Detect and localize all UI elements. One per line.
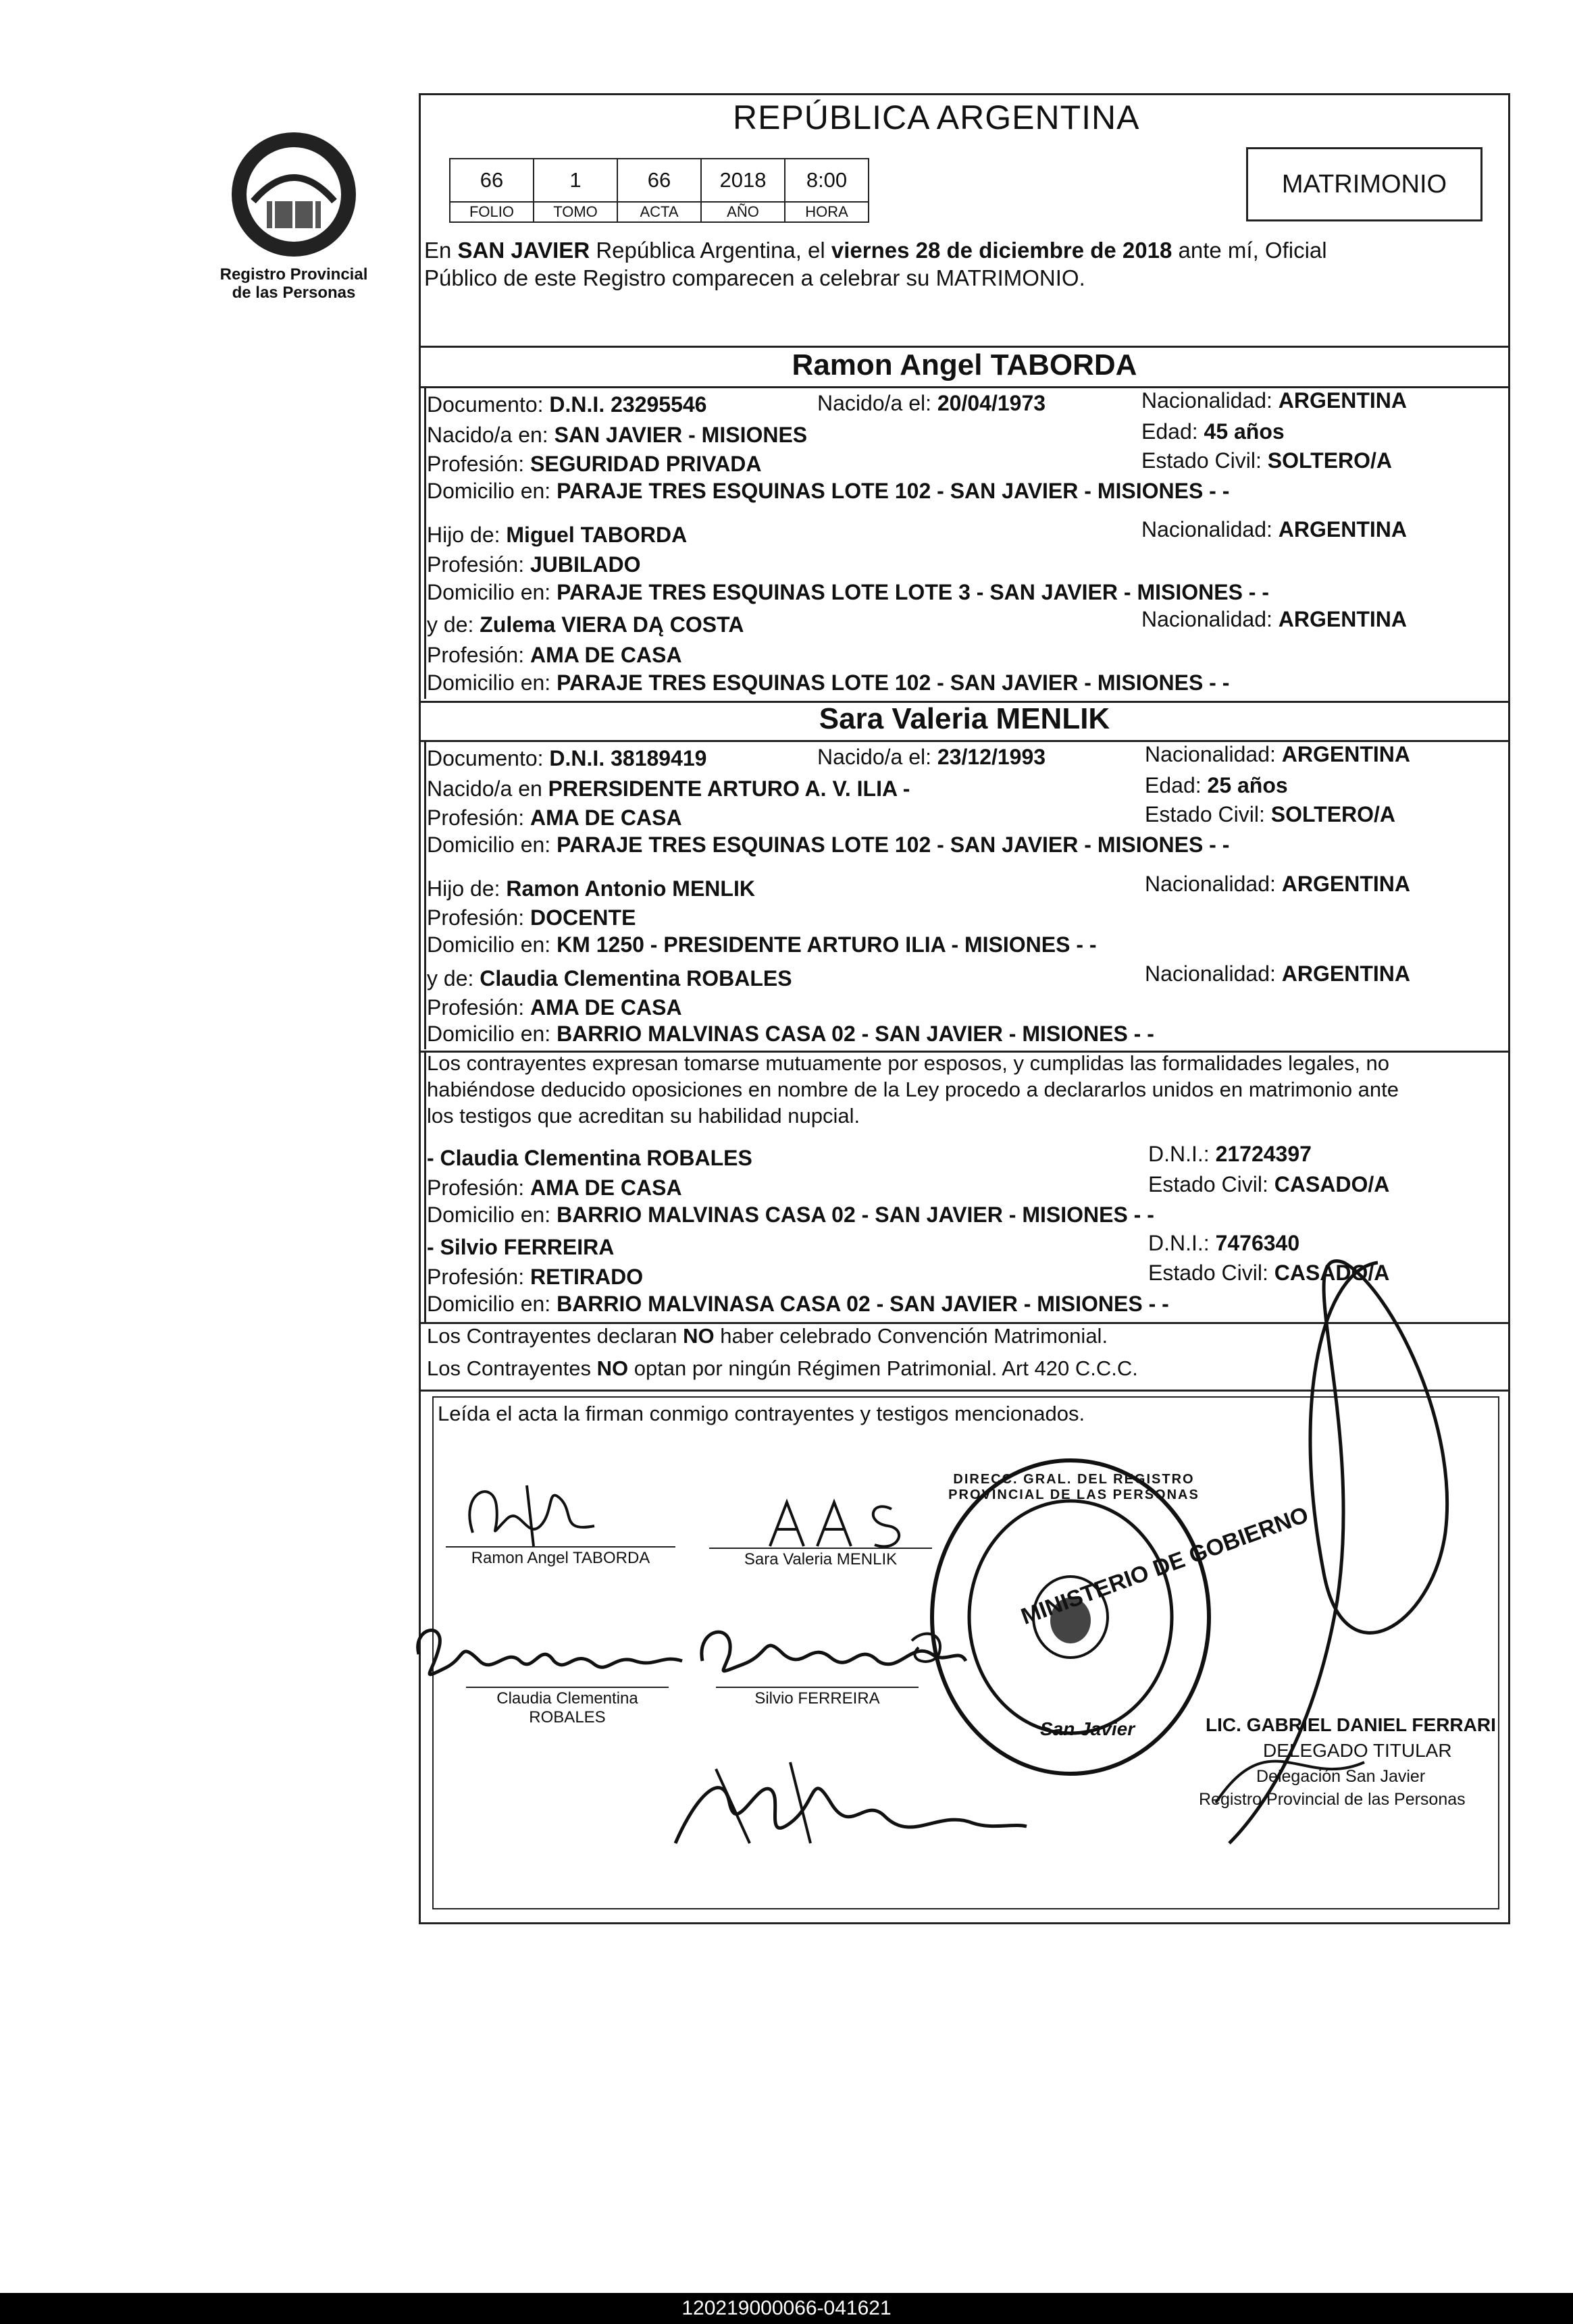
province-seal-icon (226, 127, 361, 262)
spouse1-mother-address: Domicilio en: PARAJE TRES ESQUINAS LOTE 102 - SAN JAVIER - MISIONES - - (427, 670, 1230, 695)
spouse2-document: Documento: D.N.I. 38189419 (427, 746, 707, 770)
spouse2-mother-address: Domicilio en: BARRIO MALVINAS CASA 02 - SAN JAVIER - MISIONES - - (427, 1022, 1154, 1046)
signature-robales (405, 1614, 689, 1688)
spouse2-mother-nationality: Nacionalidad: ARGENTINA (1145, 961, 1411, 986)
declaration-line3: los testigos que acreditan su habilidad nupcial. (427, 1104, 860, 1128)
witness2-civil-status: Estado Civil: CASADO/A (1148, 1261, 1390, 1285)
document-title: REPÚBLICA ARGENTINA (733, 99, 1140, 136)
spouse1-mother-nationality: Nacionalidad: ARGENTINA (1141, 607, 1408, 631)
spouse1-nationality: Nacionalidad: ARGENTINA (1141, 388, 1408, 413)
spouse1-left-rule (424, 388, 426, 699)
declaration-line2: habiéndose deducido oposiciones en nombre de la Ley procedo a declararlos unidos en matrimonio ante (427, 1078, 1399, 1101)
intro-line1 (424, 238, 1327, 263)
witness1-name: - Claudia Clementina ROBALES (427, 1146, 752, 1170)
registry-label-line1: Registro Provincial (220, 265, 368, 284)
year-label: AÑO (701, 202, 785, 222)
signature-caption-1: Ramon Angel TABORDA (471, 1549, 650, 1567)
spouse2-name-heading: Sara Valeria MENLIK (819, 702, 1110, 735)
intro-line2: Público de este Registro comparecen a celebrar su MATRIMONIO. (424, 265, 1085, 290)
intro-date: viernes 28 de diciembre de 2018 (831, 238, 1172, 263)
signature-taborda (446, 1472, 621, 1553)
acta-value: 66 (617, 159, 701, 202)
official-registry: Registro Provincial de las Personas (1199, 1790, 1466, 1809)
intro-text-b: República Argentina, el (590, 238, 831, 263)
agreement-line2: Los Contrayentes NO optan por ningún Régimen Patrimonial. Art 420 C.C.C. (427, 1356, 1138, 1380)
year-value: 2018 (701, 159, 785, 202)
spouse1-father-nationality: Nacionalidad: ARGENTINA (1141, 517, 1408, 542)
witness1-profession: Profesión: AMA DE CASA (427, 1176, 682, 1200)
spouse2-mother: y de: Claudia Clementina ROBALES (427, 966, 792, 991)
tomo-value: 1 (534, 159, 617, 202)
spouse2-age: Edad: 25 años (1145, 773, 1288, 797)
document-type-box: MATRIMONIO (1246, 147, 1482, 221)
spouse1-mother: y de: Zulema VIERA DĄ COSTA (427, 612, 744, 637)
barcode-text: 120219000066-041621 (0, 2293, 1573, 2324)
witness1-dni: D.N.I.: 21724397 (1148, 1142, 1312, 1166)
spouse1-birthplace: Nacido/a en: SAN JAVIER - MISIONES (427, 423, 808, 447)
declaration-left-rule (424, 1053, 426, 1323)
spouse2-father-nationality: Nacionalidad: ARGENTINA (1145, 872, 1411, 896)
witness2-profession: Profesión: RETIRADO (427, 1265, 644, 1289)
signature-line-2 (709, 1548, 932, 1549)
signature-caption-3b: ROBALES (529, 1708, 606, 1726)
spouse2-address: Domicilio en: PARAJE TRES ESQUINAS LOTE 102 - SAN JAVIER - MISIONES - - (427, 833, 1230, 857)
spouse1-mother-profession: Profesión: AMA DE CASA (427, 643, 682, 667)
official-title: DELEGADO TITULAR (1263, 1740, 1452, 1761)
intro-text-c: ante mí, Oficial (1172, 238, 1327, 263)
spouse2-father: Hijo de: Ramon Antonio MENLIK (427, 876, 755, 901)
folio-value: 66 (450, 159, 534, 202)
tomo-label: TOMO (534, 202, 617, 222)
stamp-inner-text: MINISTERIO DE GOBIERNO (1017, 1502, 1312, 1630)
spouse2-left-rule (424, 742, 426, 1049)
signature-caption-3a: Claudia Clementina (496, 1689, 638, 1708)
official-name: LIC. GABRIEL DANIEL FERRARI (1206, 1714, 1496, 1735)
spouse2-civil-status: Estado Civil: SOLTERO/A (1145, 802, 1396, 826)
spouse2-birthdate: Nacido/a el: 23/12/1993 (817, 745, 1046, 769)
signature-caption-2: Sara Valeria MENLIK (744, 1550, 898, 1568)
signature-menlik (756, 1492, 932, 1553)
registry-logo-block (206, 127, 382, 302)
spouse1-civil-status: Estado Civil: SOLTERO/A (1141, 448, 1393, 473)
witness2-dni: D.N.I.: 7476340 (1148, 1231, 1300, 1255)
witness2-name: - Silvio FERREIRA (427, 1235, 615, 1259)
intro-text-a: En (424, 238, 458, 263)
agreement-line1: Los Contrayentes declaran NO haber celebrado Convención Matrimonial. (427, 1324, 1108, 1348)
stamp-ring-text: DIRECC. GRAL. DEL REGISTRO PROVINCIAL DE LAS PERSONAS (948, 1472, 1200, 1502)
signature-intro: Leída el acta la firman conmigo contrayentes y testigos mencionados. (438, 1402, 1085, 1425)
spouse2-father-profession: Profesión: DOCENTE (427, 905, 636, 930)
spouse2-father-address: Domicilio en: KM 1250 - PRESIDENTE ARTURO ILIA - MISIONES - - (427, 932, 1097, 957)
divider-1 (419, 346, 1510, 348)
spouse1-profession: Profesión: SEGURIDAD PRIVADA (427, 452, 762, 476)
spouse1-father: Hijo de: Miguel TABORDA (427, 523, 688, 547)
spouse1-birthdate: Nacido/a el: 20/04/1973 (817, 391, 1046, 415)
hour-label: HORA (785, 202, 869, 222)
signature-line-4 (716, 1687, 919, 1688)
reference-table (449, 158, 869, 223)
official-office: Delegación San Javier (1256, 1767, 1426, 1786)
witness1-civil-status: Estado Civil: CASADO/A (1148, 1172, 1390, 1196)
acta-label: ACTA (617, 202, 701, 222)
signature-line-3 (466, 1687, 669, 1688)
witness2-address: Domicilio en: BARRIO MALVINASA CASA 02 - SAN JAVIER - MISIONES - - (427, 1292, 1169, 1316)
declaration-line1: Los contrayentes expresan tomarse mutuamente por esposos, y cumplidas las formalidades legales, no (427, 1051, 1390, 1075)
stamp-bottom-text: San Javier (1040, 1718, 1135, 1739)
spouse1-age: Edad: 45 años (1141, 419, 1285, 444)
spouse2-mother-profession: Profesión: AMA DE CASA (427, 995, 682, 1020)
folio-label: FOLIO (450, 202, 534, 222)
spouse1-father-address: Domicilio en: PARAJE TRES ESQUINAS LOTE LOTE 3 - SAN JAVIER - MISIONES - - (427, 580, 1269, 604)
signature-line-1 (446, 1546, 675, 1548)
registry-label-line2: de las Personas (232, 284, 356, 302)
spouse1-address: Domicilio en: PARAJE TRES ESQUINAS LOTE 102 - SAN JAVIER - MISIONES - - (427, 479, 1230, 503)
spouse2-profession: Profesión: AMA DE CASA (427, 806, 682, 830)
signature-caption-4: Silvio FERREIRA (754, 1689, 880, 1708)
hour-value: 8:00 (785, 159, 869, 202)
spouse1-document: Documento: D.N.I. 23295546 (427, 392, 707, 417)
spouse1-father-profession: Profesión: JUBILADO (427, 552, 641, 577)
spouse2-birthplace: Nacido/a en PRERSIDENTE ARTURO A. V. ILIA - (427, 776, 910, 801)
spouse1-name-heading: Ramon Angel TABORDA (792, 348, 1137, 381)
witness1-address: Domicilio en: BARRIO MALVINAS CASA 02 - SAN JAVIER - MISIONES - - (427, 1203, 1154, 1227)
spouse2-nationality: Nacionalidad: ARGENTINA (1145, 742, 1411, 766)
intro-place: SAN JAVIER (457, 238, 590, 263)
